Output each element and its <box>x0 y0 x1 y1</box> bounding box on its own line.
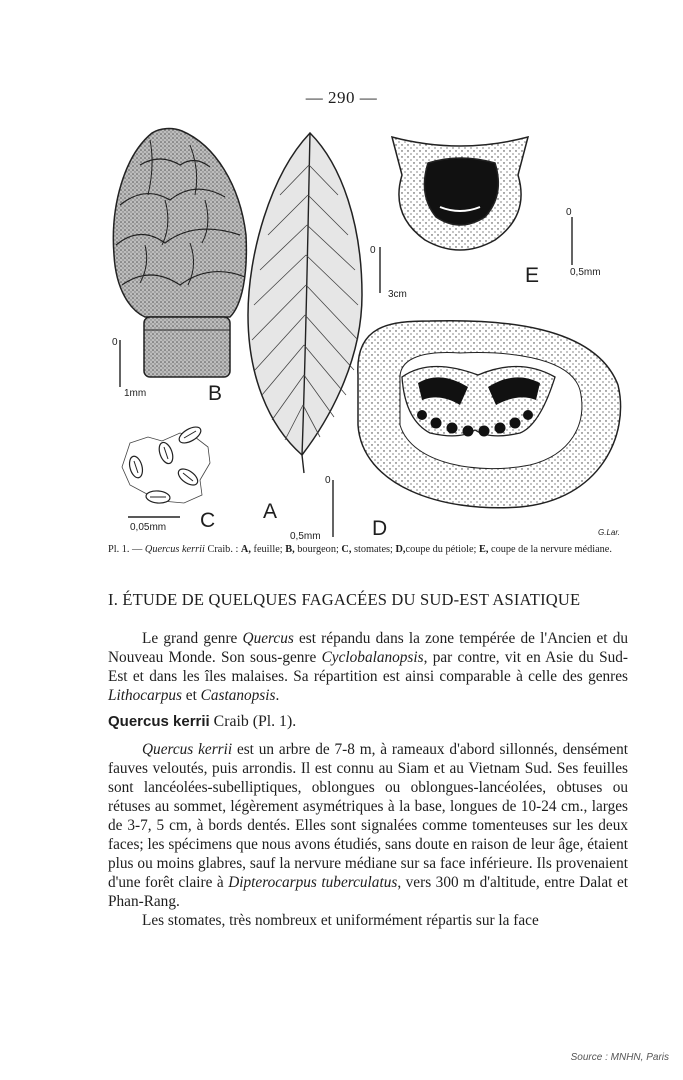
figure-d-petiole-section <box>358 321 621 508</box>
caption-letter-d: D, <box>395 544 406 555</box>
species-heading-name: Quercus kerrii <box>108 713 210 730</box>
panel-label-c: C <box>200 509 216 532</box>
paragraph-intro: Le grand genre Quercus est répandu dans la zone tempérée de l'Ancien et du Nouveau Monde. Son sous-genre Cyclobalanopsis, par contre, vit en Asie du Sud-Est et dans les îles malaises. Sa répartition est ainsi comparable à celle des genres Lithocarpus et Castanopsis. <box>108 630 628 704</box>
panel-label-d: D <box>372 517 388 540</box>
scale-bar-c <box>128 517 180 533</box>
scale-bar-b <box>112 337 146 399</box>
scale-bar-e <box>566 207 601 278</box>
caption-prefix: Pl. 1. — <box>108 544 145 555</box>
species-heading-author: Craib (Pl. 1). <box>209 713 297 730</box>
scale-e-bottom: 0,5mm <box>570 267 601 278</box>
page-number: — 290 — <box>305 88 378 107</box>
caption-letter-c: C, <box>341 544 352 555</box>
panel-label-b: B <box>208 382 223 405</box>
source-note: Source : MNHN, Paris <box>570 1052 669 1063</box>
botanical-plate <box>100 125 630 545</box>
panel-label-a: A <box>263 500 278 523</box>
scale-bar-a <box>370 245 407 300</box>
plate-illustration <box>100 125 630 545</box>
scale-a-top: 0 <box>370 245 376 256</box>
figure-c-stomata <box>122 424 210 504</box>
genus-quercus: Quercus <box>242 630 294 647</box>
caption-letter-e: E, <box>479 544 489 555</box>
caption-author: Craib. : <box>204 544 241 555</box>
caption-text-d: coupe du pétiole; <box>405 544 479 555</box>
caption-species: Quercus kerrii <box>144 544 205 555</box>
caption-letter-a: A, <box>240 544 251 555</box>
caption-text-e: coupe de la nervure médiane. <box>488 544 612 555</box>
caption-text-c: stomates; <box>351 544 396 555</box>
scale-a-bottom: 3cm <box>388 289 407 300</box>
scale-b-top: 0 <box>112 337 118 348</box>
figure-e-midrib-section <box>392 137 528 250</box>
caption-text-a: feuille; <box>250 544 286 555</box>
scale-b-bottom: 1mm <box>124 388 147 399</box>
species-heading <box>108 713 296 731</box>
paragraph-stomata: Les stomates, très nombreux et uniformément répartis sur la face <box>142 912 539 929</box>
genus-lithocarpus: Lithocarpus <box>108 687 182 704</box>
caption-text-b: bourgeon; <box>294 544 342 555</box>
figure-a-leaf <box>248 133 362 473</box>
genus-castanopsis: Castanopsis <box>200 687 276 704</box>
section-heading: I. ÉTUDE DE QUELQUES FAGACÉES DU SUD-EST ASIATIQUE <box>108 590 581 609</box>
genus-dipterocarpus: Dipterocarpus tuberculatus <box>228 874 398 891</box>
scale-c-label: 0,05mm <box>130 522 167 533</box>
figure-b-bud <box>113 129 246 377</box>
artist-signature: G.Lar. <box>598 528 620 537</box>
scale-d-top: 0 <box>325 475 331 486</box>
panel-label-e: E <box>525 264 540 287</box>
genus-cyclobalanopsis: Cyclobalanopsis <box>321 649 424 666</box>
scale-bar-d <box>290 475 333 542</box>
plate-caption <box>108 544 630 556</box>
species-name-inline: Quercus kerrii <box>142 741 233 758</box>
paragraph-description: Quercus kerrii est un arbre de 7-8 m, à rameaux d'abord sillonnés, densément fauves veloutés, puis arrondis. Il est connu au Siam et au Vietnam Sud. Ses feuilles sont lancéolées-subelliptiques, oblongues ou oblongues-lancéolées, obtuses ou rétuses au sommet, légèrement asymétriques à la base, longues de 10-24 cm., larges de 3-7, 5 cm, à bords dentés. Elles sont signalées comme tomenteuses sur les deux faces; les spécimens que nous avons étudiés, sans doute en raison de leur âge, étaient plus ou moins glabres, sauf la nervure médiane sur sa face inférieure. Ils provenaient d'une forêt claire à Dipterocarpus tuberculatus, vers 300 m d'altitude, entre Dalat et Phan-Rang. <box>108 741 628 910</box>
scale-e-top: 0 <box>566 207 572 218</box>
caption-letter-b: B, <box>285 544 295 555</box>
scale-d-bottom: 0,5mm <box>290 531 321 542</box>
